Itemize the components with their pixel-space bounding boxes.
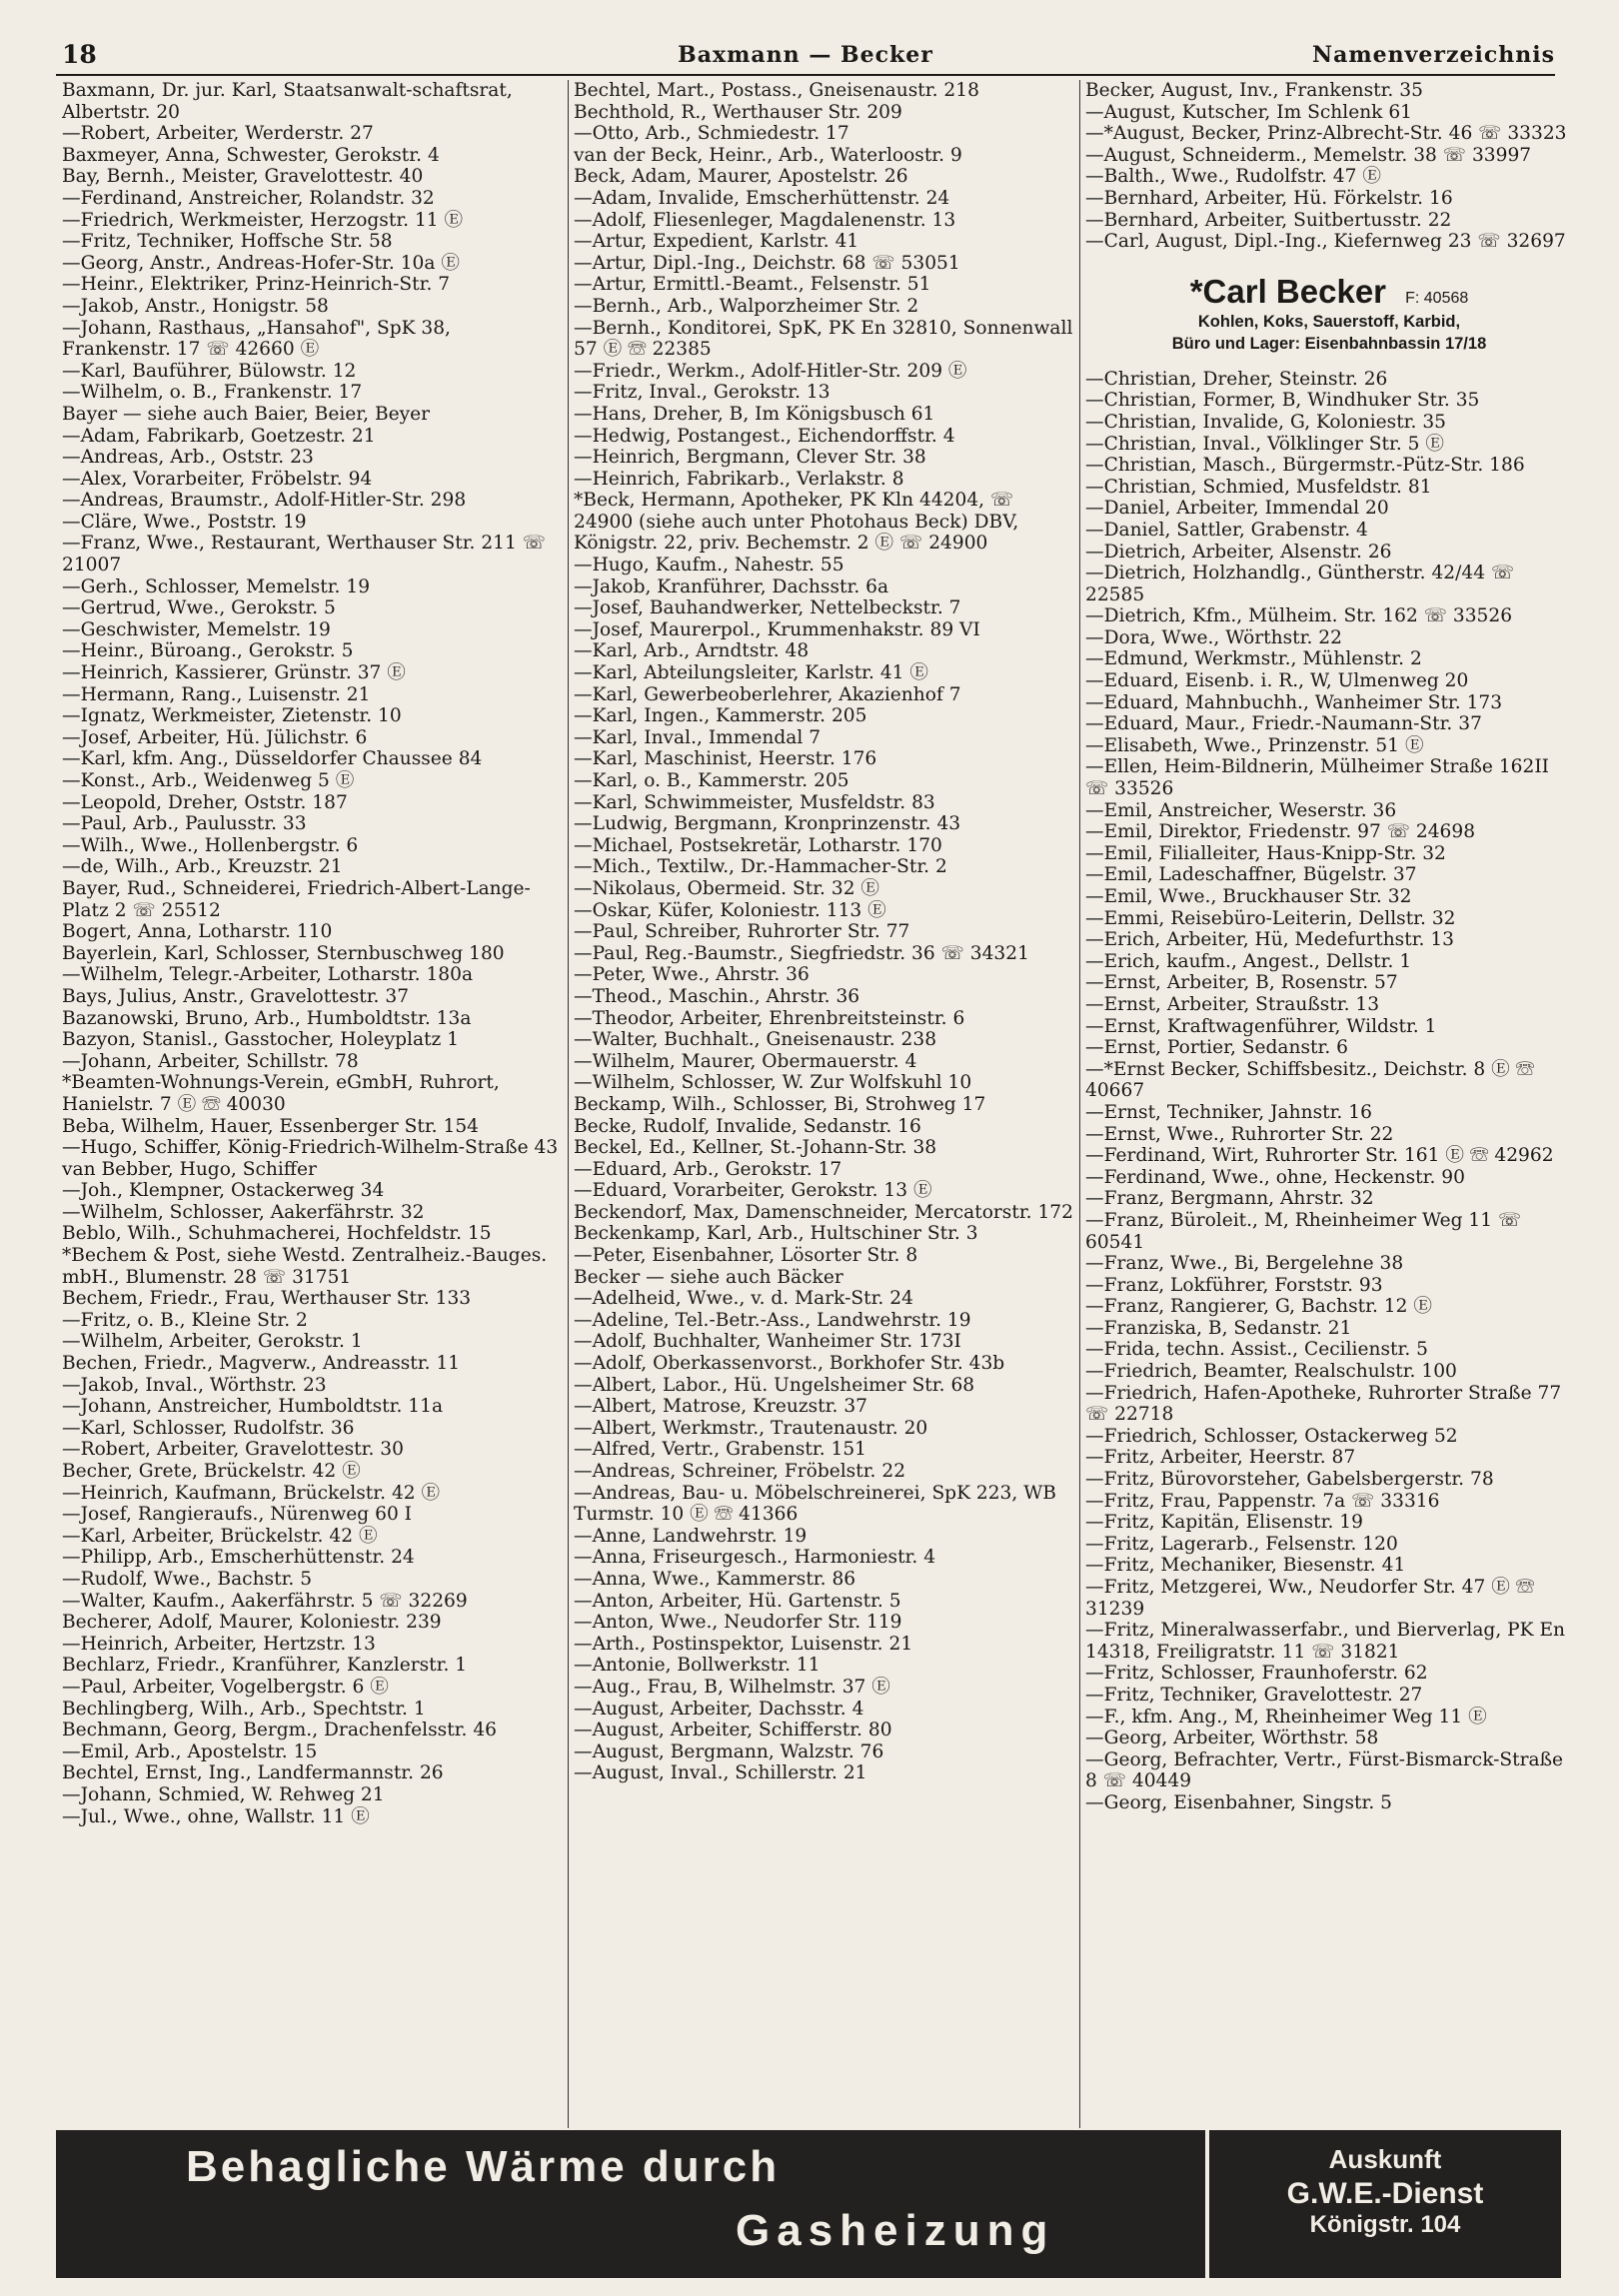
directory-entry: —Heinrich, Kaufmann, Brückelstr. 42 Ⓔ bbox=[62, 1482, 441, 1504]
directory-entry: —Friedrich, Werkmeister, Herzogstr. 11 Ⓔ bbox=[62, 209, 464, 231]
directory-entry: —Artur, Expedient, Karlstr. 41 bbox=[574, 231, 859, 253]
directory-entry: —Ferdinand, Wirt, Ruhrorter Str. 161 Ⓔ ☏ 42962 bbox=[1085, 1145, 1554, 1167]
directory-entry: Bazanowski, Bruno, Arb., Humboldtstr. 13a bbox=[62, 1007, 472, 1029]
ad-address: Büro und Lager: Eisenbahnbassin 17/18 bbox=[1171, 334, 1487, 353]
page-number: 18 bbox=[62, 40, 97, 69]
directory-entry: Beblo, Wilh., Schuhmacherei, Hochfeldstr. 15 bbox=[62, 1223, 492, 1245]
directory-entry: Bayer, Rud., Schneiderei, Friedrich-Albert-Lange-Platz 2 ☏ 25512 bbox=[62, 877, 531, 921]
directory-entry: Becke, Rudolf, Invalide, Sedanstr. 16 bbox=[574, 1115, 921, 1137]
directory-entry: Becker, August, Inv., Frankenstr. 35 bbox=[1085, 80, 1423, 101]
directory-entry: —Andreas, Bau- u. Möbelschreinerei, SpK 223, WB Turmstr. 10 Ⓔ ☏ 41366 bbox=[574, 1482, 1056, 1526]
directory-entry: —Edmund, Werkmstr., Mühlenstr. 2 bbox=[1085, 648, 1422, 670]
directory-entry: —August, Kutscher, Im Schlenk 61 bbox=[1085, 101, 1413, 123]
directory-entry: —Fritz, Techniker, Hoffsche Str. 58 bbox=[62, 231, 393, 253]
directory-entry: —Jakob, Kranführer, Dachsstr. 6a bbox=[574, 575, 889, 597]
ad-slogan-line2: Gasheizung bbox=[736, 2206, 1055, 2255]
directory-entry: —August, Arbeiter, Schifferstr. 80 bbox=[574, 1720, 892, 1741]
directory-entry: —Eduard, Maur., Friedr.-Naumann-Str. 37 bbox=[1085, 713, 1482, 735]
directory-entry: —Karl, Ingen., Kammerstr. 205 bbox=[574, 705, 867, 727]
directory-entry: —Carl, August, Dipl.-Ing., Kiefernweg 23 ☏ 32697 bbox=[1085, 231, 1566, 253]
directory-entry: *Beamten-Wohnungs-Verein, eGmbH, Ruhrort, Hanielstr. 7 Ⓔ ☏ 40030 bbox=[62, 1072, 500, 1115]
directory-entry: van der Beck, Heinr., Arb., Waterloostr. 9 bbox=[574, 144, 962, 166]
directory-entry: —August, Inval., Schillerstr. 21 bbox=[574, 1762, 867, 1784]
directory-entry: —Gerh., Schlosser, Memelstr. 19 bbox=[62, 575, 371, 597]
directory-entry: Bogert, Anna, Lotharstr. 110 bbox=[62, 921, 333, 943]
directory-entry: —Emil, Filialleiter, Haus-Knipp-Str. 32 bbox=[1085, 842, 1446, 864]
directory-entry: —Karl, Gewerbeoberlehrer, Akazienhof 7 bbox=[574, 683, 961, 705]
directory-entry: —Jakob, Anstr., Honigstr. 58 bbox=[62, 295, 329, 317]
directory-entry: Bay, Bernh., Meister, Gravelottestr. 40 bbox=[62, 166, 424, 188]
ad-info-label: Auskunft bbox=[1328, 2144, 1442, 2174]
directory-entry: Baxmann, Dr. jur. Karl, Staatsanwalt-schaftsrat, Albertstr. 20 bbox=[62, 80, 513, 123]
directory-entry: *Bechem & Post, siehe Westd. Zentralheiz.-Bauges. mbH., Blumenstr. 28 ☏ 31751 bbox=[62, 1245, 548, 1288]
directory-entry: —Peter, Wwe., Ahrstr. 36 bbox=[574, 964, 810, 986]
gas-heating-advertisement bbox=[56, 2130, 1561, 2278]
ad-slogan-line1: Behagliche Wärme durch bbox=[186, 2142, 781, 2191]
directory-entry: —Balth., Wwe., Rudolfstr. 47 Ⓔ bbox=[1085, 166, 1381, 188]
directory-entry: —Emil, Arb., Apostelstr. 15 bbox=[62, 1740, 318, 1762]
directory-entry: —Anna, Wwe., Kammerstr. 86 bbox=[574, 1568, 856, 1590]
directory-entry: —Franz, Rangierer, G, Bachstr. 12 Ⓔ bbox=[1085, 1296, 1432, 1318]
directory-entry: —Albert, Werkmstr., Trautenaustr. 20 bbox=[574, 1417, 928, 1439]
directory-entry: —Arth., Postinspektor, Luisenstr. 21 bbox=[574, 1633, 913, 1655]
directory-entry: —Adam, Invalide, Emscherhüttenstr. 24 bbox=[574, 187, 950, 209]
directory-entry: —Jakob, Inval., Wörthstr. 23 bbox=[62, 1374, 327, 1396]
directory-entry: Becher, Grete, Brückelstr. 42 Ⓔ bbox=[62, 1461, 361, 1482]
directory-entry: —Emil, Wwe., Bruckhauser Str. 32 bbox=[1085, 886, 1412, 907]
directory-entry: —de, Wilh., Arb., Kreuzstr. 21 bbox=[62, 856, 343, 878]
directory-entry: —Adolf, Fliesenleger, Magdalenenstr. 13 bbox=[574, 209, 956, 231]
directory-entry: —Friedr., Werkm., Adolf-Hitler-Str. 209 Ⓔ bbox=[574, 360, 967, 382]
directory-entry: —Dietrich, Kfm., Mülheim. Str. 162 ☏ 33526 bbox=[1085, 605, 1513, 627]
directory-entry: —F., kfm. Ang., M, Rheinheimer Weg 11 Ⓔ bbox=[1085, 1706, 1487, 1727]
directory-entry: —Paul, Reg.-Baumstr., Siegfriedstr. 36 ☏ 34321 bbox=[574, 942, 1029, 964]
directory-entry: —Oskar, Küfer, Koloniestr. 113 Ⓔ bbox=[574, 899, 886, 921]
directory-entry: —Ernst, Techniker, Jahnstr. 16 bbox=[1085, 1101, 1372, 1123]
directory-entry: —Karl, Arb., Arndtstr. 48 bbox=[574, 640, 810, 662]
directory-entry: —Franz, Lokführer, Forststr. 93 bbox=[1085, 1274, 1383, 1296]
directory-entry: —Ferdinand, Anstreicher, Rolandstr. 32 bbox=[62, 187, 435, 209]
directory-entry: —Artur, Ermittl.-Beamt., Felsenstr. 51 bbox=[574, 274, 931, 296]
directory-entry: —Georg, Eisenbahner, Singstr. 5 bbox=[1085, 1791, 1392, 1813]
directory-entry: Bechthold, R., Werthauser Str. 209 bbox=[574, 101, 902, 123]
directory-entry: —Karl, Bauführer, Bülowstr. 12 bbox=[62, 360, 357, 382]
directory-entry: —Fritz, Metzgerei, Ww., Neudorfer Str. 47 Ⓔ ☏ 31239 bbox=[1085, 1577, 1535, 1620]
directory-entry: —Friedrich, Schlosser, Ostackerweg 52 bbox=[1085, 1425, 1458, 1447]
directory-entry: —Cläre, Wwe., Poststr. 19 bbox=[62, 511, 307, 533]
directory-entry: —Ernst, Arbeiter, B, Rosenstr. 57 bbox=[1085, 972, 1398, 994]
directory-entry: —Theod., Maschin., Ahrstr. 36 bbox=[574, 985, 860, 1007]
directory-entry: —Karl, Arbeiter, Brückelstr. 42 Ⓔ bbox=[62, 1525, 378, 1547]
directory-entry: —Ignatz, Werkmeister, Zietenstr. 10 bbox=[62, 705, 402, 727]
ad-phone: F: 40568 bbox=[1405, 289, 1469, 307]
directory-entry: —Eduard, Vorarbeiter, Gerokstr. 13 Ⓔ bbox=[574, 1180, 932, 1202]
directory-entry: —Heinr., Büroang., Gerokstr. 5 bbox=[62, 640, 354, 662]
directory-entry: —Heinrich, Bergmann, Clever Str. 38 bbox=[574, 447, 926, 469]
directory-entry: —Alfred, Vertr., Grabenstr. 151 bbox=[574, 1439, 867, 1461]
directory-entry: —Ernst, Wwe., Ruhrorter Str. 22 bbox=[1085, 1123, 1394, 1145]
directory-entry: —Heinr., Elektriker, Prinz-Heinrich-Str. 7 bbox=[62, 274, 451, 296]
directory-entry: —Franz, Büroleit., M, Rheinheimer Weg 11 ☏ 60541 bbox=[1085, 1209, 1522, 1253]
directory-entry: *Beck, Hermann, Apotheker, PK Kln 44204, ☏ 24900 (siehe auch unter Photohaus Beck) DBV, Königstr. 22, priv. Bechemstr. 2 Ⓔ ☏ 24900 bbox=[574, 490, 1019, 555]
directory-entry: —Bernh., Konditorei, SpK, PK En 32810, Sonnenwall 57 Ⓔ ☏ 22385 bbox=[574, 317, 1073, 361]
directory-entry: —Anton, Wwe., Neudorfer Str. 119 bbox=[574, 1612, 902, 1634]
directory-entry: —Heinrich, Kassierer, Grünstr. 37 Ⓔ bbox=[62, 662, 406, 684]
directory-entry: —Karl, o. B., Kammerstr. 205 bbox=[574, 770, 849, 791]
directory-entry: —Christian, Masch., Bürgermstr.-Pütz-Str. 186 bbox=[1085, 455, 1525, 477]
directory-entry: —Emil, Anstreicher, Weserstr. 36 bbox=[1085, 799, 1397, 821]
directory-entry: —Fritz, Schlosser, Fraunhoferstr. 62 bbox=[1085, 1663, 1428, 1685]
directory-entry: —Fritz, Techniker, Gravelottestr. 27 bbox=[1085, 1684, 1423, 1706]
directory-entry: —Josef, Rangieraufs., Nürenweg 60 I bbox=[62, 1504, 413, 1526]
directory-entry: —Fritz, Mineralwasserfabr., und Bierverlag, PK En 14318, Freiligratstr. 11 ☏ 31821 bbox=[1085, 1620, 1566, 1663]
directory-entry: —Wilhelm, Schlosser, Aakerfährstr. 32 bbox=[62, 1201, 425, 1223]
directory-entry: —Hedwig, Postangest., Eichendorffstr. 4 bbox=[574, 425, 955, 447]
directory-entry: —Wilhelm, Maurer, Obermauerstr. 4 bbox=[574, 1050, 917, 1072]
directory-entry: —Albert, Matrose, Kreuzstr. 37 bbox=[574, 1396, 867, 1418]
directory-entry: —Adolf, Buchhalter, Wanheimer Str. 173I bbox=[574, 1331, 961, 1353]
directory-entry: —Fritz, o. B., Kleine Str. 2 bbox=[62, 1309, 308, 1331]
directory-entry: —Anna, Friseurgesch., Harmoniestr. 4 bbox=[574, 1547, 936, 1569]
directory-entry: —Erich, kaufm., Angest., Dellstr. 1 bbox=[1085, 950, 1412, 972]
column-1 bbox=[56, 80, 569, 2128]
directory-entry: —Emmi, Reisebüro-Leiterin, Dellstr. 32 bbox=[1085, 907, 1456, 929]
directory-entry: —Karl, kfm. Ang., Düsseldorfer Chaussee 84 bbox=[62, 748, 483, 770]
directory-entry: —Walter, Buchhalt., Gneisenaustr. 238 bbox=[574, 1029, 937, 1051]
directory-entry: —Andreas, Arb., Oststr. 23 bbox=[62, 447, 314, 469]
directory-entry: —Fritz, Mechaniker, Biesenstr. 41 bbox=[1085, 1555, 1406, 1577]
directory-entry: —Wilhelm, o. B., Frankenstr. 17 bbox=[62, 382, 363, 404]
directory-entry: —Christian, Schmied, Musfeldstr. 81 bbox=[1085, 476, 1432, 498]
directory-entry: —Robert, Arbeiter, Werderstr. 27 bbox=[62, 123, 374, 145]
directory-entry: —Bernhard, Arbeiter, Suitbertusstr. 22 bbox=[1085, 209, 1452, 231]
directory-entry: —Franz, Wwe., Bi, Bergelehne 38 bbox=[1085, 1253, 1404, 1275]
directory-entry: —Wilhelm, Arbeiter, Gerokstr. 1 bbox=[62, 1331, 363, 1353]
directory-entry: —Ludwig, Bergmann, Kronprinzenstr. 43 bbox=[574, 813, 961, 835]
directory-entry: —Wilhelm, Schlosser, W. Zur Wolfskuhl 10 bbox=[574, 1072, 972, 1094]
directory-entry: —Walter, Kaufm., Aakerfährstr. 5 ☏ 32269 bbox=[62, 1590, 468, 1612]
directory-entry: Baxmeyer, Anna, Schwester, Gerokstr. 4 bbox=[62, 144, 440, 166]
ad-info-service: G.W.E.-Dienst bbox=[1286, 2177, 1484, 2210]
directory-entry: —Adam, Fabrikarb, Goetzestr. 21 bbox=[62, 425, 376, 447]
directory-entry: —Johann, Rasthaus, „Hansahof", SpK 38, Frankenstr. 17 ☏ 42660 Ⓔ bbox=[62, 317, 451, 361]
directory-entry: —Paul, Arbeiter, Vogelbergstr. 6 Ⓔ bbox=[62, 1676, 389, 1698]
directory-entry: Bechtel, Ernst, Ing., Landfermannstr. 26 bbox=[62, 1762, 444, 1784]
directory-entry: —Fritz, Frau, Pappenstr. 7a ☏ 33316 bbox=[1085, 1490, 1440, 1512]
directory-entry: —Mich., Textilw., Dr.-Hammacher-Str. 2 bbox=[574, 856, 947, 878]
directory-entry: —Ellen, Heim-Bildnerin, Mülheimer Straße 162II ☏ 33526 bbox=[1085, 756, 1550, 800]
directory-entry: —Adelheid, Wwe., v. d. Mark-Str. 24 bbox=[574, 1288, 913, 1310]
directory-entry: Bazyon, Stanisl., Gasstocher, Holeyplatz 1 bbox=[62, 1029, 460, 1051]
directory-entry: —Karl, Inval., Immendal 7 bbox=[574, 726, 821, 748]
directory-entry: —Elisabeth, Wwe., Prinzenstr. 51 Ⓔ bbox=[1085, 734, 1424, 756]
directory-entry: —Johann, Anstreicher, Humboldtstr. 11a bbox=[62, 1396, 444, 1418]
directory-entry: —*August, Becker, Prinz-Albrecht-Str. 46 ☏ 33323 bbox=[1085, 123, 1567, 145]
directory-entry: —Ernst, Portier, Sedanstr. 6 bbox=[1085, 1037, 1349, 1059]
directory-entry: —Fritz, Inval., Gerokstr. 13 bbox=[574, 382, 830, 404]
directory-entry: Beckamp, Wilh., Schlosser, Bi, Strohweg 17 bbox=[574, 1093, 986, 1115]
column-3 bbox=[1079, 80, 1579, 2128]
directory-entry: —Karl, Schlosser, Rudolfstr. 36 bbox=[62, 1417, 355, 1439]
directory-entry: —Karl, Abteilungsleiter, Karlstr. 41 Ⓔ bbox=[574, 662, 929, 684]
column-2 bbox=[568, 80, 1080, 2128]
directory-entry: —August, Arbeiter, Dachsstr. 4 bbox=[574, 1698, 864, 1720]
directory-entry: —Ernst, Kraftwagenführer, Wildstr. 1 bbox=[1085, 1015, 1437, 1037]
running-title: Baxmann — Becker bbox=[678, 42, 933, 68]
directory-entry: —Hermann, Rang., Luisenstr. 21 bbox=[62, 683, 371, 705]
directory-entry: —Anne, Landwehrstr. 19 bbox=[574, 1525, 808, 1547]
directory-entry: —Fritz, Kapitän, Elisenstr. 19 bbox=[1085, 1512, 1363, 1534]
company-advertisement bbox=[1079, 253, 1579, 369]
directory-entry: —Paul, Schreiber, Ruhrorter Str. 77 bbox=[574, 921, 910, 943]
directory-entry: —Daniel, Sattler, Grabenstr. 4 bbox=[1085, 519, 1368, 541]
directory-entry: —Emil, Direktor, Friedenstr. 97 ☏ 24698 bbox=[1085, 821, 1476, 843]
ad-info-panel bbox=[1209, 2130, 1561, 2278]
directory-entry: —Bernh., Arb., Walporzheimer Str. 2 bbox=[574, 295, 919, 317]
directory-entry: —Georg, Befrachter, Vertr., Fürst-Bismarck-Straße 8 ☏ 40449 bbox=[1085, 1748, 1564, 1792]
directory-entry: Beckenkamp, Karl, Arb., Hultschiner Str. 3 bbox=[574, 1223, 978, 1245]
directory-entry: —Anton, Arbeiter, Hü. Gartenstr. 5 bbox=[574, 1590, 901, 1612]
directory-entry: Beckel, Ed., Kellner, St.-Johann-Str. 38 bbox=[574, 1137, 937, 1159]
directory-entry: —Ernst, Arbeiter, Straußstr. 13 bbox=[1085, 993, 1380, 1015]
directory-entry: —Josef, Bauhandwerker, Nettelbeckstr. 7 bbox=[574, 597, 961, 619]
directory-entry: —Wilh., Wwe., Hollenbergstr. 6 bbox=[62, 834, 359, 856]
directory-entry: —Eduard, Eisenb. i. R., W, Ulmenweg 20 bbox=[1085, 670, 1469, 692]
directory-entry: Bechlarz, Friedr., Kranführer, Kanzlerstr. 1 bbox=[62, 1655, 468, 1677]
directory-entry: —Theodor, Arbeiter, Ehrenbreitsteinstr. 6 bbox=[574, 1007, 965, 1029]
directory-entry: —Heinrich, Arbeiter, Hertzstr. 13 bbox=[62, 1633, 376, 1655]
directory-entry: —Josef, Arbeiter, Hü. Jülichstr. 6 bbox=[62, 726, 368, 748]
directory-entry: —Emil, Ladeschaffner, Bügelstr. 37 bbox=[1085, 864, 1417, 886]
directory-entry: —Paul, Arb., Paulusstr. 33 bbox=[62, 813, 307, 835]
ad-products: Kohlen, Koks, Sauerstoff, Karbid, bbox=[1197, 312, 1461, 331]
directory-entry: —Leopold, Dreher, Oststr. 187 bbox=[62, 791, 348, 813]
directory-entry: Becherer, Adolf, Maurer, Koloniestr. 239 bbox=[62, 1612, 442, 1634]
directory-entry: Beckendorf, Max, Damenschneider, Mercatorstr. 172 bbox=[574, 1201, 1073, 1223]
directory-entry: Bechmann, Georg, Bergm., Drachenfelsstr. 46 bbox=[62, 1720, 497, 1741]
directory-entry: —Johann, Schmied, W. Rehweg 21 bbox=[62, 1783, 385, 1805]
directory-entry: —Ferdinand, Wwe., ohne, Heckenstr. 90 bbox=[1085, 1166, 1465, 1188]
ad-slogan-panel bbox=[56, 2130, 1209, 2278]
directory-entry: van Bebber, Hugo, Schiffer bbox=[62, 1158, 317, 1180]
directory-entry: Becker — siehe auch Bäcker bbox=[574, 1266, 843, 1288]
directory-entry: —Aug., Frau, B, Wilhelmstr. 37 Ⓔ bbox=[574, 1676, 890, 1698]
directory-entry: —Christian, Dreher, Steinstr. 26 bbox=[1085, 368, 1388, 390]
directory-entry: —Dora, Wwe., Wörthstr. 22 bbox=[1085, 626, 1342, 648]
directory-entry: —Fritz, Bürovorsteher, Gabelsbergerstr. 78 bbox=[1085, 1469, 1494, 1491]
directory-entry: —Gertrud, Wwe., Gerokstr. 5 bbox=[62, 597, 336, 619]
directory-entry: —Fritz, Arbeiter, Heerstr. 87 bbox=[1085, 1447, 1356, 1469]
directory-entry: —Georg, Arbeiter, Wörthstr. 58 bbox=[1085, 1727, 1379, 1749]
directory-entry: —Daniel, Arbeiter, Immendal 20 bbox=[1085, 498, 1389, 520]
directory-entry: —Konst., Arb., Weidenweg 5 Ⓔ bbox=[62, 770, 355, 791]
directory-entry: —Joh., Klempner, Ostackerweg 34 bbox=[62, 1180, 385, 1202]
directory-entry: Bechen, Friedr., Magverw., Andreasstr. 11 bbox=[62, 1353, 461, 1375]
directory-entry: —Alex, Vorarbeiter, Fröbelstr. 94 bbox=[62, 468, 373, 490]
directory-entry: —Albert, Labor., Hü. Ungelsheimer Str. 68 bbox=[574, 1374, 975, 1396]
directory-entry: —Andreas, Schreiner, Fröbelstr. 22 bbox=[574, 1461, 906, 1482]
directory-entry: —Philipp, Arb., Emscherhüttenstr. 24 bbox=[62, 1547, 415, 1569]
directory-entry: —Erich, Arbeiter, Hü, Medefurthstr. 13 bbox=[1085, 929, 1455, 951]
directory-entry: —Andreas, Braumstr., Adolf-Hitler-Str. 298 bbox=[62, 490, 467, 512]
directory-entry: —Fritz, Lagerarb., Felsenstr. 120 bbox=[1085, 1533, 1398, 1555]
directory-entry: Beck, Adam, Maurer, Apostelstr. 26 bbox=[574, 166, 908, 188]
directory-entry: —Dietrich, Holzhandlg., Güntherstr. 42/44 ☏ 22585 bbox=[1085, 563, 1515, 605]
directory-entry: —August, Schneiderm., Memelstr. 38 ☏ 33997 bbox=[1085, 144, 1532, 166]
ad-company-name: *Carl Becker bbox=[1189, 272, 1387, 310]
directory-entry: Bechem, Friedr., Frau, Werthauser Str. 133 bbox=[62, 1288, 472, 1310]
directory-entry: —Wilhelm, Telegr.-Arbeiter, Lotharstr. 180a bbox=[62, 964, 474, 986]
directory-entry: Bays, Julius, Anstr., Gravelottestr. 37 bbox=[62, 985, 410, 1007]
directory-entry: —Georg, Anstr., Andreas-Hofer-Str. 10a Ⓔ bbox=[62, 252, 460, 274]
section-title: Namenverzeichnis bbox=[1312, 42, 1555, 68]
directory-entry: —Adeline, Tel.-Betr.-Ass., Landwehrstr. 19 bbox=[574, 1309, 971, 1331]
directory-entry: —Nikolaus, Obermeid. Str. 32 Ⓔ bbox=[574, 877, 880, 899]
directory-entry: —Frida, techn. Assist., Cecilienstr. 5 bbox=[1085, 1339, 1428, 1361]
directory-entry: —Peter, Eisenbahner, Lösorter Str. 8 bbox=[574, 1245, 918, 1267]
directory-entry: —Johann, Arbeiter, Schillstr. 78 bbox=[62, 1050, 359, 1072]
ad-info-address: Königstr. 104 bbox=[1309, 2211, 1461, 2238]
directory-entry: —Christian, Former, B, Windhuker Str. 35 bbox=[1085, 390, 1480, 412]
directory-entry: —Hans, Dreher, B, Im Königsbusch 61 bbox=[574, 403, 935, 425]
directory-entry: —Rudolf, Wwe., Bachstr. 5 bbox=[62, 1568, 313, 1590]
directory-entry: —Friedrich, Hafen-Apotheke, Ruhrorter Straße 77 ☏ 22718 bbox=[1085, 1382, 1562, 1426]
directory-entry: —Otto, Arb., Schmiedestr. 17 bbox=[574, 123, 849, 145]
directory-entry: —August, Bergmann, Walzstr. 76 bbox=[574, 1740, 884, 1762]
directory-entry: Beba, Wilhelm, Hauer, Essenberger Str. 154 bbox=[62, 1115, 479, 1137]
directory-entry: —Hugo, Schiffer, König-Friedrich-Wilhelm-Straße 43 bbox=[62, 1137, 559, 1159]
directory-entry: Bayer — siehe auch Baier, Beier, Beyer bbox=[62, 403, 431, 425]
directory-entry: —Dietrich, Arbeiter, Alsenstr. 26 bbox=[1085, 541, 1392, 563]
directory-entry: —Adolf, Oberkassenvorst., Borkhofer Str. 43b bbox=[574, 1353, 1005, 1375]
directory-entry: —Eduard, Arb., Gerokstr. 17 bbox=[574, 1158, 842, 1180]
directory-entry: —Bernhard, Arbeiter, Hü. Förkelstr. 16 bbox=[1085, 187, 1453, 209]
directory-entry: —Jul., Wwe., ohne, Wallstr. 11 Ⓔ bbox=[62, 1805, 370, 1827]
page-header bbox=[56, 40, 1555, 76]
directory-entry: —Michael, Postsekretär, Lotharstr. 170 bbox=[574, 834, 942, 856]
directory-entry: —Heinrich, Fabrikarb., Verlakstr. 8 bbox=[574, 468, 904, 490]
directory-entry: —Christian, Invalide, G, Koloniestr. 35 bbox=[1085, 411, 1447, 433]
directory-entry: —Friedrich, Beamter, Realschulstr. 100 bbox=[1085, 1361, 1457, 1383]
directory-entry: Bechlingberg, Wilh., Arb., Spechtstr. 1 bbox=[62, 1698, 426, 1720]
directory-entry: —Franz, Wwe., Restaurant, Werthauser Str. 211 ☏ 21007 bbox=[62, 533, 547, 576]
directory-entry: Bechtel, Mart., Postass., Gneisenaustr. 218 bbox=[574, 80, 979, 101]
directory-entry: —Franz, Bergmann, Ahrstr. 32 bbox=[1085, 1188, 1374, 1210]
directory-entry: —Geschwister, Memelstr. 19 bbox=[62, 618, 331, 640]
directory-entry: —*Ernst Becker, Schiffsbesitz., Deichstr. 8 Ⓔ ☏ 40667 bbox=[1085, 1058, 1535, 1102]
directory-entry: —Karl, Schwimmeister, Musfeldstr. 83 bbox=[574, 791, 935, 813]
directory-entry: Bayerlein, Karl, Schlosser, Sternbuschweg 180 bbox=[62, 942, 505, 964]
directory-entry: —Antonie, Bollwerkstr. 11 bbox=[574, 1655, 820, 1677]
directory-entry: —Eduard, Mahnbuchh., Wanheimer Str. 173 bbox=[1085, 691, 1503, 713]
directory-entry: —Josef, Maurerpol., Krummenhakstr. 89 VI bbox=[574, 618, 980, 640]
directory-entry: —Hugo, Kaufm., Nahestr. 55 bbox=[574, 555, 844, 576]
directory-entry: —Christian, Inval., Völklinger Str. 5 Ⓔ bbox=[1085, 433, 1444, 455]
directory-entry: —Robert, Arbeiter, Gravelottestr. 30 bbox=[62, 1439, 404, 1461]
directory-entry: —Karl, Maschinist, Heerstr. 176 bbox=[574, 748, 877, 770]
directory-entry: —Franziska, B, Sedanstr. 21 bbox=[1085, 1317, 1352, 1339]
directory-entry: —Artur, Dipl.-Ing., Deichstr. 68 ☏ 53051 bbox=[574, 252, 960, 274]
